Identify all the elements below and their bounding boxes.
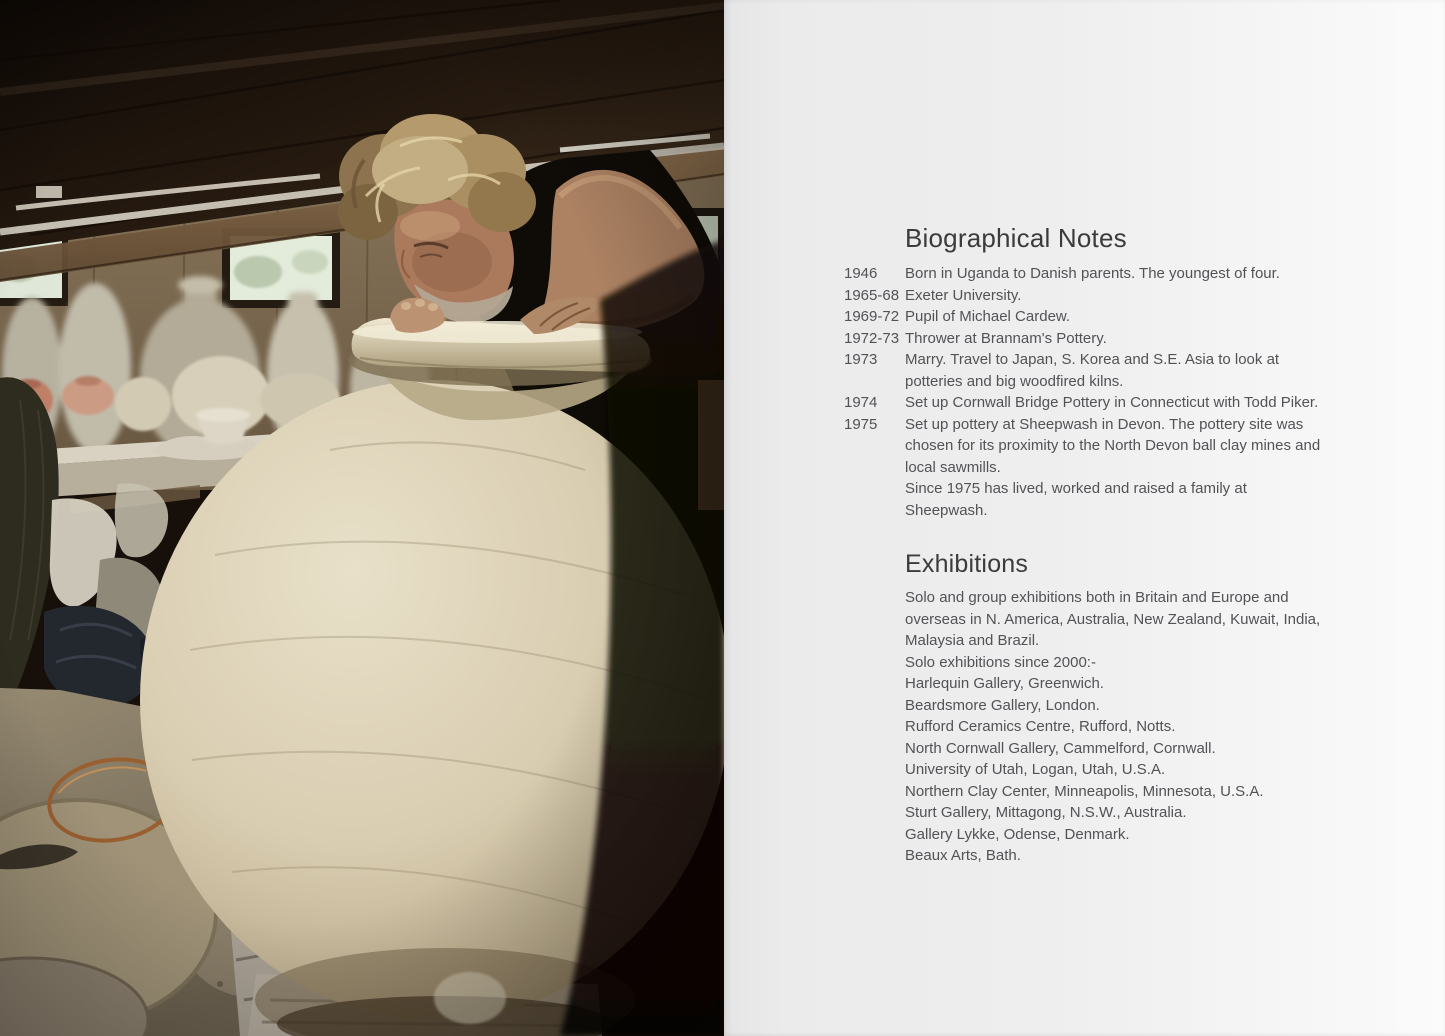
bio-entry-year: 1946 — [844, 265, 878, 282]
exhibition-line: North Cornwall Gallery, Cammelford, Cornwall. — [905, 739, 1216, 757]
bio-entry-year: 1965-68 — [844, 286, 900, 304]
bio-entry-line: potteries and big woodfired kilns. — [905, 372, 1124, 390]
bio-entry-line: Pupil of Michael Cardew. — [905, 308, 1071, 325]
exhibition-line: overseas in N. America, Australia, New Zealand, Kuwait, India, — [905, 610, 1321, 628]
exhibitions-title: Exhibitions — [905, 550, 1029, 578]
exhibition-line: Gallery Lykke, Odense, Denmark. — [905, 825, 1130, 843]
bio-entry-text — [905, 349, 1279, 392]
bio-entry-line: Born in Uganda to Danish parents. The youngest of four. — [905, 265, 1280, 282]
bio-entry-text — [905, 285, 1021, 307]
biography-list — [844, 263, 1320, 521]
exhibition-line: Solo and group exhibitions both in Britain and Europe and — [905, 589, 1289, 606]
bio-entry — [844, 285, 1320, 307]
bio-entry — [844, 328, 1320, 350]
exhibition-line: University of Utah, Logan, Utah, U.S.A. — [905, 761, 1166, 778]
bio-entry-year: 1972-73 — [844, 329, 900, 347]
bio-entry — [844, 263, 1320, 285]
bio-entry — [844, 478, 1320, 521]
bio-entry-line: Set up pottery at Sheepwash in Devon. The pottery site was — [905, 415, 1304, 433]
bio-entry — [844, 414, 1320, 479]
exhibition-line: Northern Clay Center, Minneapolis, Minnesota, U.S.A. — [905, 782, 1264, 800]
bio-entry-text — [905, 306, 1070, 328]
exhibition-line: Sturt Gallery, Mittagong, N.S.W., Australia. — [905, 804, 1187, 821]
bio-entry — [844, 392, 1320, 414]
exhibition-line: Harlequin Gallery, Greenwich. — [905, 675, 1104, 692]
bio-entry-year: 1975 — [844, 415, 878, 433]
right-page — [724, 0, 1445, 1036]
bio-entry-year: 1973 — [844, 351, 878, 368]
bio-entry-line: chosen for its proximity to the North Devon ball clay mines and — [905, 437, 1321, 454]
bio-entry-text — [905, 392, 1318, 414]
biographical-notes-title: Biographical Notes — [905, 223, 1127, 254]
bio-entry-text — [905, 414, 1320, 479]
exhibitions-section — [905, 550, 1320, 867]
bio-entry-line: Since 1975 has lived, worked and raised a family at — [905, 480, 1247, 497]
bio-entry — [844, 349, 1320, 392]
bio-entry-line: Exeter University. — [905, 286, 1022, 304]
bio-entry-text — [905, 478, 1247, 521]
exhibition-line: Malaysia and Brazil. — [905, 632, 1040, 649]
bio-entry-line: Set up Cornwall Bridge Pottery in Connecticut with Todd Piker. — [905, 394, 1319, 411]
bio-entry-year — [844, 478, 905, 521]
bio-entry-line: Sheepwash. — [905, 501, 988, 519]
exhibition-line: Rufford Ceramics Centre, Rufford, Notts. — [905, 718, 1176, 735]
exhibition-line: Beaux Arts, Bath. — [905, 847, 1021, 864]
bio-entry-text — [905, 263, 1280, 285]
bio-entry-line: local sawmills. — [905, 458, 1001, 476]
exhibition-line: Solo exhibitions since 2000:- — [905, 653, 1096, 671]
bio-entry-year: 1974 — [844, 394, 878, 411]
bio-entry-line: Marry. Travel to Japan, S. Korea and S.E. Asia to look at — [905, 351, 1280, 368]
bio-entry-text — [905, 328, 1107, 350]
bio-entry-line: Thrower at Brannam's Pottery. — [905, 329, 1107, 347]
bio-entry — [844, 306, 1320, 328]
bio-entry-year: 1969-72 — [844, 308, 900, 325]
exhibition-line: Beardsmore Gallery, London. — [905, 696, 1100, 714]
